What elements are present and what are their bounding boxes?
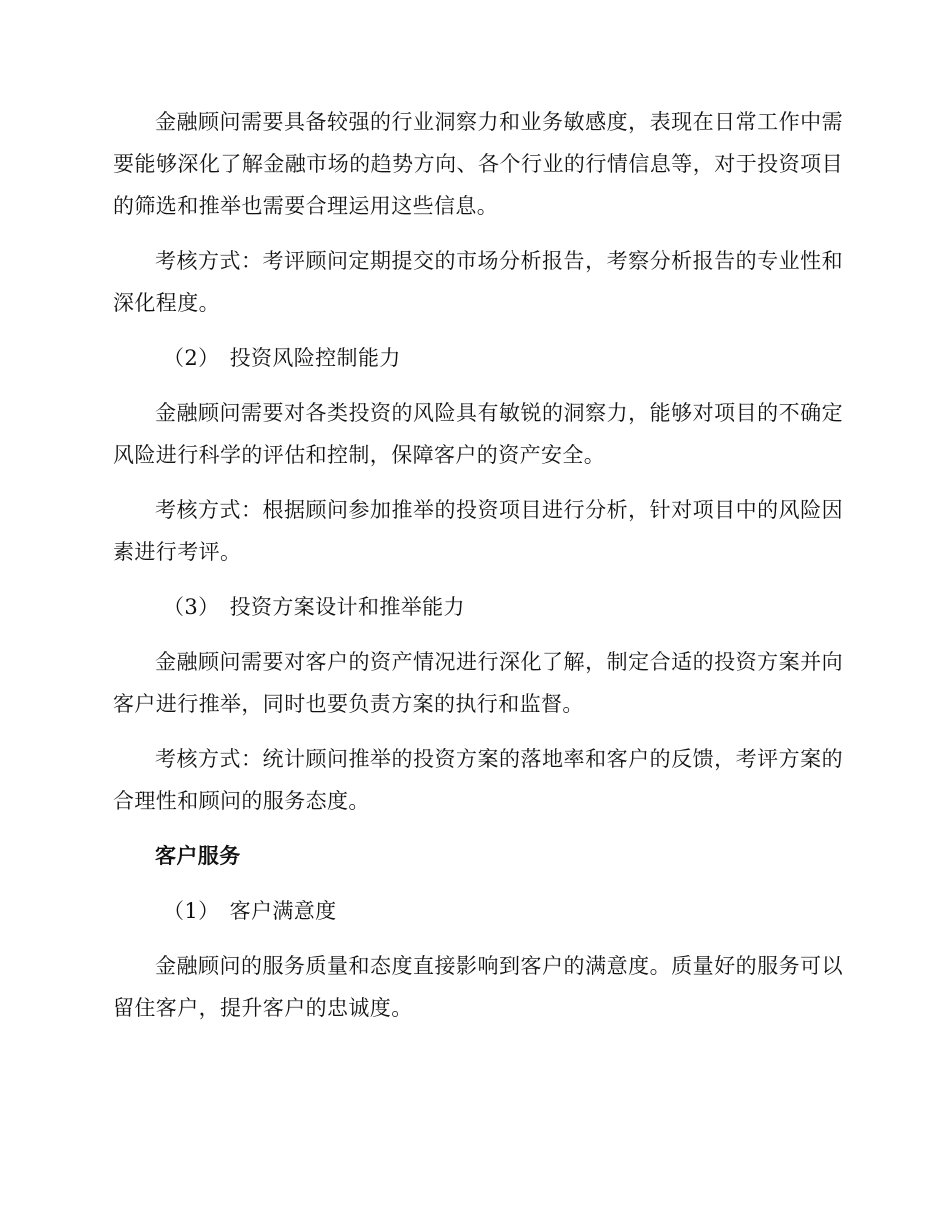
- paragraph-risk-insight: 金融顾问需要对各类投资的风险具有敏锐的洞察力，能够对项目的不确定风险进行科学的评估和控制，保障客户的资产安全。: [113, 401, 843, 467]
- subheading-risk-control: [113, 337, 843, 379]
- paragraph-assessment-method: 考核方式：考评顾问定期提交的市场分析报告，考察分析报告的专业性和深化程度。: [113, 249, 843, 315]
- paragraph-assessment-method: 考核方式：根据顾问参加推举的投资项目进行分析，针对项目中的风险因素进行考评。: [113, 498, 843, 564]
- subheading-label: 投资方案设计和推举能力: [229, 595, 465, 619]
- subheading-number: （2）: [163, 346, 220, 370]
- subheading-number: （1）: [163, 899, 220, 923]
- document-page: [113, 101, 843, 1029]
- subheading-label: 客户满意度: [229, 899, 337, 923]
- subheading-label: 投资风险控制能力: [229, 346, 401, 370]
- paragraph-plan-design: 金融顾问需要对客户的资产情况进行深化了解，制定合适的投资方案并向客户进行推举，同时也要负责方案的执行和监督。: [113, 650, 843, 716]
- section-title-customer-service: 客户服务: [155, 844, 241, 868]
- subheading-number: （3）: [163, 595, 220, 619]
- subheading-customer-satisfaction: [113, 890, 843, 932]
- paragraph-assessment-method: 考核方式：统计顾问推举的投资方案的落地率和客户的反馈，考评方案的合理性和顾问的服务态度。: [113, 747, 843, 813]
- paragraph-industry-insight: 金融顾问需要具备较强的行业洞察力和业务敏感度，表现在日常工作中需要能够深化了解金融市场的趋势方向、各个行业的行情信息等，对于投资项目的筛选和推举也需要合理运用这些信息。: [113, 110, 843, 218]
- paragraph-service-quality: 金融顾问的服务质量和态度直接影响到客户的满意度。质量好的服务可以留住客户，提升客户的忠诚度。: [113, 954, 843, 1020]
- subheading-plan-design: [113, 586, 843, 628]
